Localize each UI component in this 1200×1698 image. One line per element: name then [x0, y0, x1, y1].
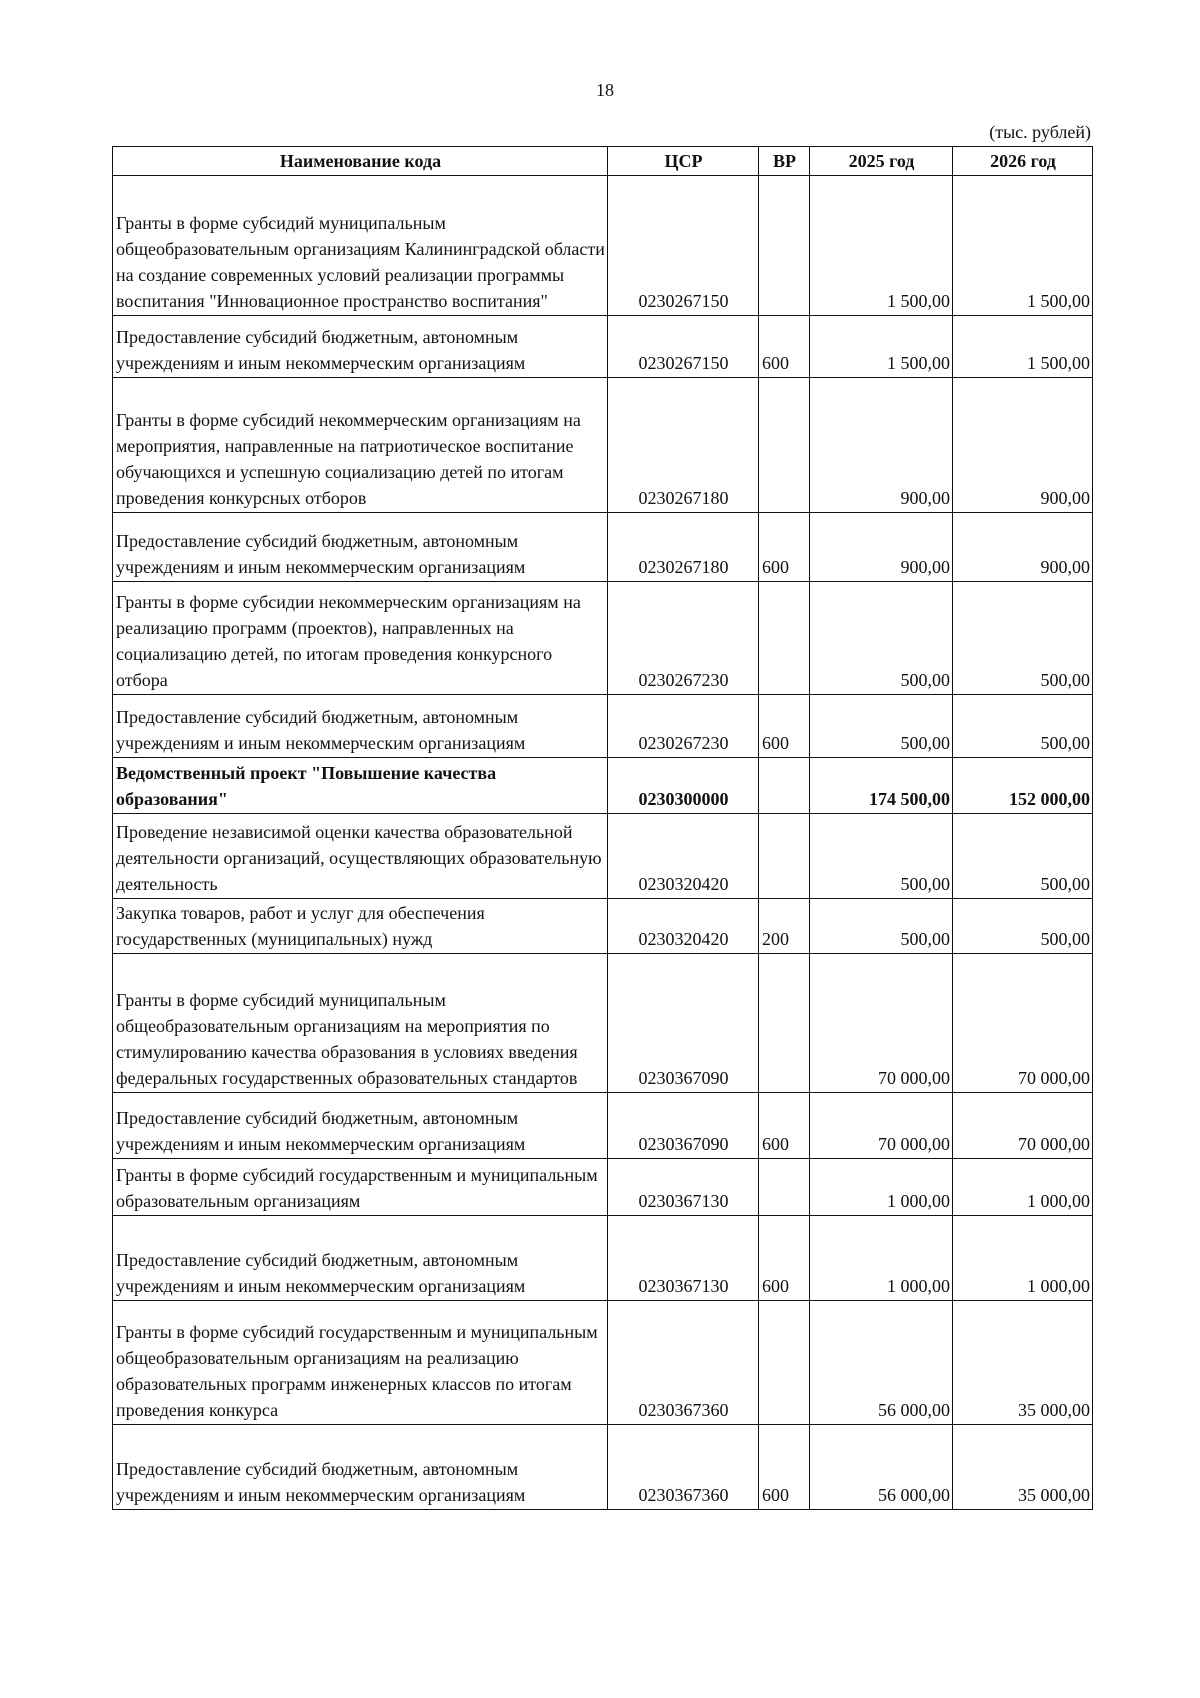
table-row — [113, 695, 1093, 758]
row-csr: 0230367360 — [608, 1301, 759, 1425]
row-vr: 600 — [759, 316, 810, 378]
row-2025: 1 000,00 — [810, 1216, 953, 1301]
row-name: Гранты в форме субсидий государственным и муниципальным общеобразовательным организациям на реализацию образовательных программ инженерных классов по итогам проведения конкурса — [113, 1301, 608, 1425]
table-row — [113, 758, 1093, 814]
row-vr — [759, 378, 810, 513]
table-row — [113, 814, 1093, 899]
row-vr — [759, 582, 810, 695]
row-vr: 600 — [759, 1216, 810, 1301]
row-2026: 1 000,00 — [953, 1216, 1093, 1301]
row-name: Проведение независимой оценки качества образовательной деятельности организаций, осуществляющих образовательную деятельность — [113, 814, 608, 899]
row-name: Предоставление субсидий бюджетным, автономным учреждениям и иным некоммерческим организациям — [113, 1425, 608, 1510]
row-csr: 0230300000 — [608, 758, 759, 814]
row-2025: 70 000,00 — [810, 954, 953, 1093]
row-csr: 0230367360 — [608, 1425, 759, 1510]
row-name: Гранты в форме субсидии некоммерческим организациям на реализацию программ (проектов), направленных на социализацию детей, по итогам проведения конкурсного отбора — [113, 582, 608, 695]
row-vr — [759, 814, 810, 899]
row-name: Предоставление субсидий бюджетным, автономным учреждениям и иным некоммерческим организациям — [113, 513, 608, 582]
row-csr: 0230367090 — [608, 954, 759, 1093]
table-row — [113, 378, 1093, 513]
row-2026: 500,00 — [953, 814, 1093, 899]
row-vr: 600 — [759, 513, 810, 582]
row-vr — [759, 758, 810, 814]
row-csr: 0230320420 — [608, 814, 759, 899]
row-2026: 70 000,00 — [953, 954, 1093, 1093]
row-csr: 0230367130 — [608, 1216, 759, 1301]
row-vr: 600 — [759, 1093, 810, 1159]
row-2025: 500,00 — [810, 695, 953, 758]
table-row — [113, 954, 1093, 1093]
row-name: Предоставление субсидий бюджетным, автономным учреждениям и иным некоммерческим организациям — [113, 316, 608, 378]
row-2026: 500,00 — [953, 695, 1093, 758]
row-name: Предоставление субсидий бюджетным, автономным учреждениям и иным некоммерческим организациям — [113, 1093, 608, 1159]
row-vr — [759, 176, 810, 316]
row-name: Гранты в форме субсидий муниципальным общеобразовательным организациям на мероприятия по стимулированию качества образования в условиях введения федеральных государственных образовательных стандартов — [113, 954, 608, 1093]
row-vr — [759, 954, 810, 1093]
header-csr: ЦСР — [608, 147, 759, 176]
row-csr: 0230267230 — [608, 582, 759, 695]
row-2025: 56 000,00 — [810, 1301, 953, 1425]
row-2025: 900,00 — [810, 513, 953, 582]
row-2026: 152 000,00 — [953, 758, 1093, 814]
table-header-row — [113, 147, 1093, 176]
row-csr: 0230267150 — [608, 176, 759, 316]
row-2026: 35 000,00 — [953, 1425, 1093, 1510]
row-2025: 900,00 — [810, 378, 953, 513]
row-name: Ведомственный проект "Повышение качества образования" — [113, 758, 608, 814]
row-2026: 500,00 — [953, 899, 1093, 954]
row-name: Предоставление субсидий бюджетным, автономным учреждениям и иным некоммерческим организациям — [113, 1216, 608, 1301]
row-csr: 0230267150 — [608, 316, 759, 378]
table-row — [113, 582, 1093, 695]
table-row — [113, 1159, 1093, 1216]
row-2025: 500,00 — [810, 814, 953, 899]
row-csr: 0230367130 — [608, 1159, 759, 1216]
row-2025: 1 500,00 — [810, 176, 953, 316]
row-name: Гранты в форме субсидий государственным и муниципальным образовательным организациям — [113, 1159, 608, 1216]
row-name: Гранты в форме субсидий некоммерческим организациям на мероприятия, направленные на патриотическое воспитание обучающихся и успешную социализацию детей по итогам проведения конкурсных отборов — [113, 378, 608, 513]
table-row — [113, 899, 1093, 954]
row-2025: 56 000,00 — [810, 1425, 953, 1510]
header-2026: 2026 год — [953, 147, 1093, 176]
row-csr: 0230267230 — [608, 695, 759, 758]
row-2026: 70 000,00 — [953, 1093, 1093, 1159]
header-vr: ВР — [759, 147, 810, 176]
row-2025: 1 000,00 — [810, 1159, 953, 1216]
row-csr: 0230267180 — [608, 378, 759, 513]
table-row — [113, 1425, 1093, 1510]
header-2025: 2025 год — [810, 147, 953, 176]
row-vr: 200 — [759, 899, 810, 954]
table-row — [113, 316, 1093, 378]
row-name: Закупка товаров, работ и услуг для обеспечения государственных (муниципальных) нужд — [113, 899, 608, 954]
page-number: 18 — [596, 80, 614, 100]
row-2025: 174 500,00 — [810, 758, 953, 814]
row-2026: 900,00 — [953, 378, 1093, 513]
row-2025: 500,00 — [810, 899, 953, 954]
row-vr — [759, 1159, 810, 1216]
row-vr: 600 — [759, 1425, 810, 1510]
table-row — [113, 1216, 1093, 1301]
row-csr: 0230267180 — [608, 513, 759, 582]
row-2026: 1 000,00 — [953, 1159, 1093, 1216]
header-name: Наименование кода — [113, 147, 608, 176]
row-vr — [759, 1301, 810, 1425]
row-name: Предоставление субсидий бюджетным, автономным учреждениям и иным некоммерческим организациям — [113, 695, 608, 758]
budget-table — [112, 146, 1093, 1510]
row-2026: 35 000,00 — [953, 1301, 1093, 1425]
table-row — [113, 1093, 1093, 1159]
row-vr: 600 — [759, 695, 810, 758]
row-2025: 500,00 — [810, 582, 953, 695]
table-row — [113, 513, 1093, 582]
row-csr: 0230320420 — [608, 899, 759, 954]
row-2025: 1 500,00 — [810, 316, 953, 378]
table-row — [113, 1301, 1093, 1425]
row-2026: 1 500,00 — [953, 176, 1093, 316]
table-row — [113, 176, 1093, 316]
row-csr: 0230367090 — [608, 1093, 759, 1159]
units-note: (тыс. рублей) — [989, 122, 1091, 142]
row-2025: 70 000,00 — [810, 1093, 953, 1159]
row-2026: 900,00 — [953, 513, 1093, 582]
row-2026: 500,00 — [953, 582, 1093, 695]
row-2026: 1 500,00 — [953, 316, 1093, 378]
row-name: Гранты в форме субсидий муниципальным общеобразовательным организациям Калининградской области на создание современных условий реализации программы воспитания "Инновационное пространство воспитания" — [113, 176, 608, 316]
